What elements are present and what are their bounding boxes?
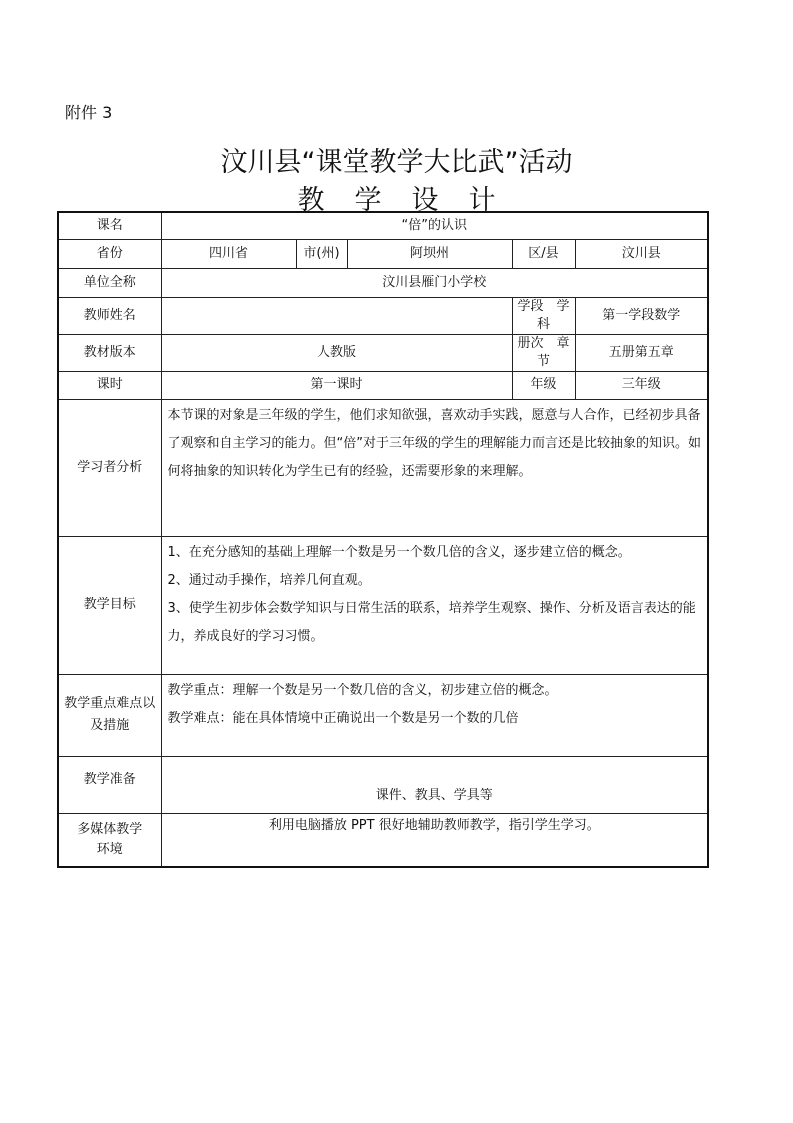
goal-item: 1、在充分感知的基础上理解一个数是另一个数几倍的含义，逐步建立倍的概念。 (167, 544, 631, 560)
volume-chapter-value: 五册第五章 (575, 334, 708, 371)
preparation-value: 课件、教具、学具等 (161, 756, 708, 813)
province-label: 省份 (58, 239, 161, 268)
learner-analysis-text: 本节课的对象是三年级的学生，他们求知欲强，喜欢动手实践，愿意与人合作，已经初步具备了观察和自主学习的能力。但“倍”对于三年级的学生的理解能力而言还是比较抽象的知识。如何将抽象的知识转化为学生已有的经验，还需要形象的来理解。 (161, 399, 708, 536)
multimedia-label: 多媒体教学环境 (58, 813, 161, 867)
volume-chapter-label: 册次 章节 (512, 334, 575, 371)
row-location (58, 239, 708, 268)
key-point-item: 教学难点：能在具体情境中正确说出一个数是另一个数的几倍 (167, 710, 519, 726)
course-name-value: “倍”的认识 (161, 212, 708, 239)
page-title: 汶川县“课堂教学大比武”活动 (220, 147, 573, 178)
row-course-name (58, 212, 708, 239)
city-value: 阿坝州 (347, 239, 512, 268)
learner-analysis-label: 学习者分析 (58, 399, 161, 536)
key-points-cell (161, 674, 708, 756)
teacher-label: 教师姓名 (58, 297, 161, 334)
lesson-label: 课时 (58, 371, 161, 399)
row-multimedia (58, 813, 708, 867)
attachment-label: 附件 3 (65, 103, 113, 122)
row-unit (58, 268, 708, 297)
page-subtitle: 教学设计 (297, 185, 526, 216)
row-preparation (58, 756, 708, 813)
province-value: 四川省 (161, 239, 296, 268)
textbook-value: 人教版 (161, 334, 512, 371)
teaching-goals-label: 教学目标 (58, 536, 161, 674)
row-teacher (58, 297, 708, 334)
goal-item: 2、通过动手操作，培养几何直观。 (167, 572, 371, 588)
unit-value: 汶川县雁门小学校 (161, 268, 708, 297)
teaching-goals-cell (161, 536, 708, 674)
preparation-label: 教学准备 (58, 756, 161, 813)
unit-label: 单位全称 (58, 268, 161, 297)
row-textbook (58, 334, 708, 371)
row-lesson (58, 371, 708, 399)
stage-subject-label: 学段 学科 (512, 297, 575, 334)
teacher-value (161, 297, 512, 334)
lesson-design-table (57, 211, 709, 868)
textbook-label: 教材版本 (58, 334, 161, 371)
key-point-item: 教学重点：理解一个数是另一个数几倍的含义，初步建立倍的概念。 (167, 682, 558, 698)
course-name-label: 课名 (58, 212, 161, 239)
row-learner-analysis (58, 399, 708, 536)
stage-subject-value: 第一学段数学 (575, 297, 708, 334)
lesson-value: 第一课时 (161, 371, 512, 399)
multimedia-value: 利用电脑播放 PPT 很好地辅助教师教学，指引学生学习。 (161, 813, 708, 867)
city-label: 市(州) (296, 239, 347, 268)
grade-value: 三年级 (575, 371, 708, 399)
district-value: 汶川县 (575, 239, 708, 268)
row-teaching-goals (58, 536, 708, 674)
key-points-label: 教学重点难点以及措施 (58, 674, 161, 756)
grade-label: 年级 (512, 371, 575, 399)
row-key-points (58, 674, 708, 756)
district-label: 区/县 (512, 239, 575, 268)
goal-item: 3、使学生初步体会数学知识与日常生活的联系，培养学生观察、操作、分析及语言表达的能力，养成良好的学习习惯。 (167, 600, 696, 644)
